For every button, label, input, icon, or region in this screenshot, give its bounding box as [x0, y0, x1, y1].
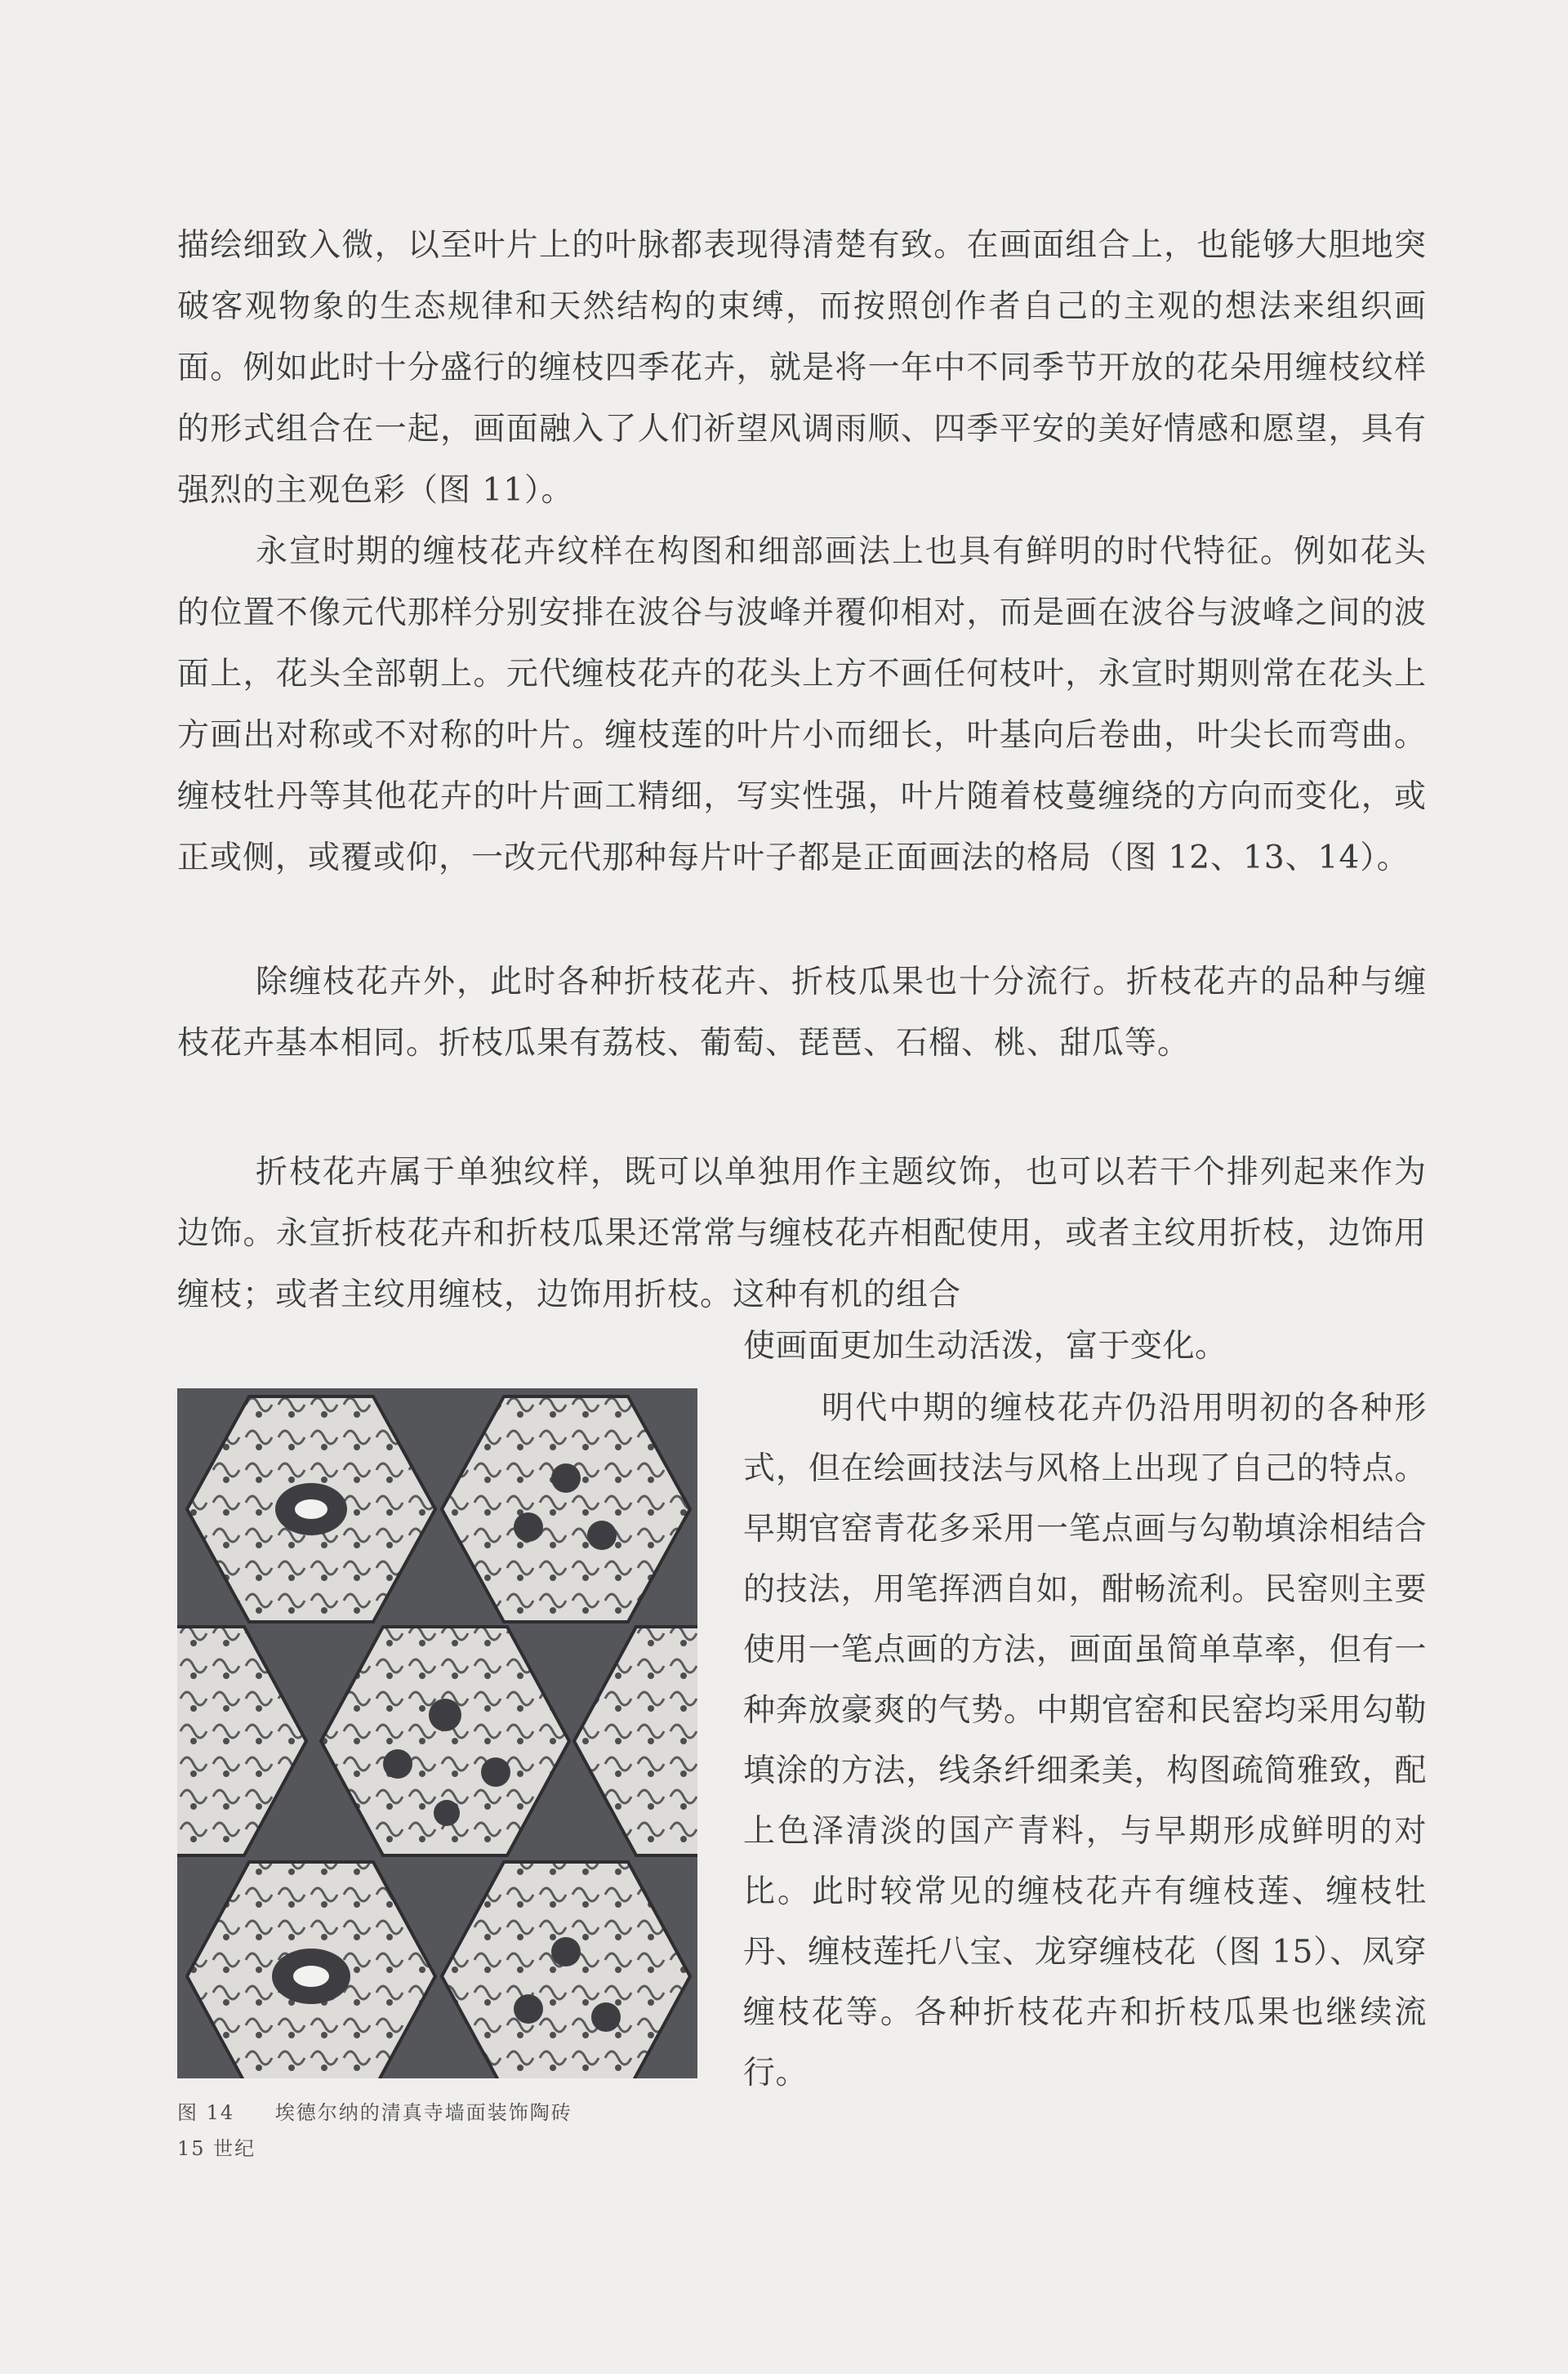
paragraph-5: 明代中期的缠枝花卉仍沿用明初的各种形式，但在绘画技法与风格上出现了自己的特点。早期官窑青花多采用一笔点画与勾勒填涂相结合的技法，用笔挥洒自如，酣畅流利。民窑则主要使用一笔点画的方法，画面虽简单草率，但有一种奔放豪爽的气势。中期官窑和民窑均采用勾勒填涂的方法，线条纤细柔美，构图疏简雅致，配上色泽清淡的国产青料，与早期形成鲜明的对比。此时较常见的缠枝花卉有缠枝莲、缠枝牡丹、缠枝莲托八宝、龙穿缠枝花（图 15）、凤穿缠枝花等。各种折枝花卉和折枝瓜果也继续流行。: [743, 1390, 1427, 2091]
tile-photo-figure: [177, 1388, 697, 2078]
paragraph-4: 折枝花卉属于单独纹样，既可以单独用作主题纹饰，也可以若干个排列起来作为边饰。永宣折枝花卉和折枝瓜果还常常与缠枝花卉相配使用，或者主纹用折枝，边饰用缠枝；或者主纹用缠枝，边饰用折枝。这种有机的组合: [177, 1154, 1427, 1313]
paragraph-2: 永宣时期的缠枝花卉纹样在构图和细部画法上也具有鲜明的时代特征。例如花头的位置不像元代那样分别安排在波谷与波峰并覆仰相对，而是画在波谷与波峰之间的波面上，花头全部朝上。元代缠枝花卉的花头上方不画任何枝叶，永宣时期则常在花头上方画出对称或不对称的叶片。缠枝莲的叶片小而细长，叶基向后卷曲，叶尖长而弯曲。缠枝牡丹等其他花卉的叶片画工精细，写实性强，叶片随着枝蔓缠绕的方向而变化，或正或侧，或覆或仰，一改元代那种每片叶子都是正面画法的格局（图 12、13、14）。: [177, 533, 1427, 876]
paragraph-4-continued: 使画面更加生动活泼，富于变化。: [743, 1328, 1227, 1365]
paragraph-1: 描绘细致入微，以至叶片上的叶脉都表现得清楚有致。在画面组合上，也能够大胆地突破客观物象的生态规律和天然结构的束缚，而按照创作者自己的主观的想法来组织画面。例如此时十分盛行的缠枝四季花卉，就是将一年中不同季节开放的花朵用缠枝纹样的形式组合在一起，画面融入了人们祈望风调雨顺、四季平安的美好情感和愿望，具有强烈的主观色彩（图 11）。: [177, 227, 1427, 509]
figure-caption: [177, 2095, 572, 2167]
figure-period: 15 世纪: [177, 2137, 256, 2160]
hexagon-tiles-image: [177, 1388, 697, 2078]
figure-number: 图 14: [177, 2101, 235, 2124]
figure-title: 埃德尔纳的清真寺墙面装饰陶砖: [274, 2101, 572, 2124]
paragraph-3: 除缠枝花卉外，此时各种折枝花卉、折枝瓜果也十分流行。折枝花卉的品种与缠枝花卉基本相同。折枝瓜果有荔枝、葡萄、琵琶、石榴、桃、甜瓜等。: [177, 964, 1427, 1062]
